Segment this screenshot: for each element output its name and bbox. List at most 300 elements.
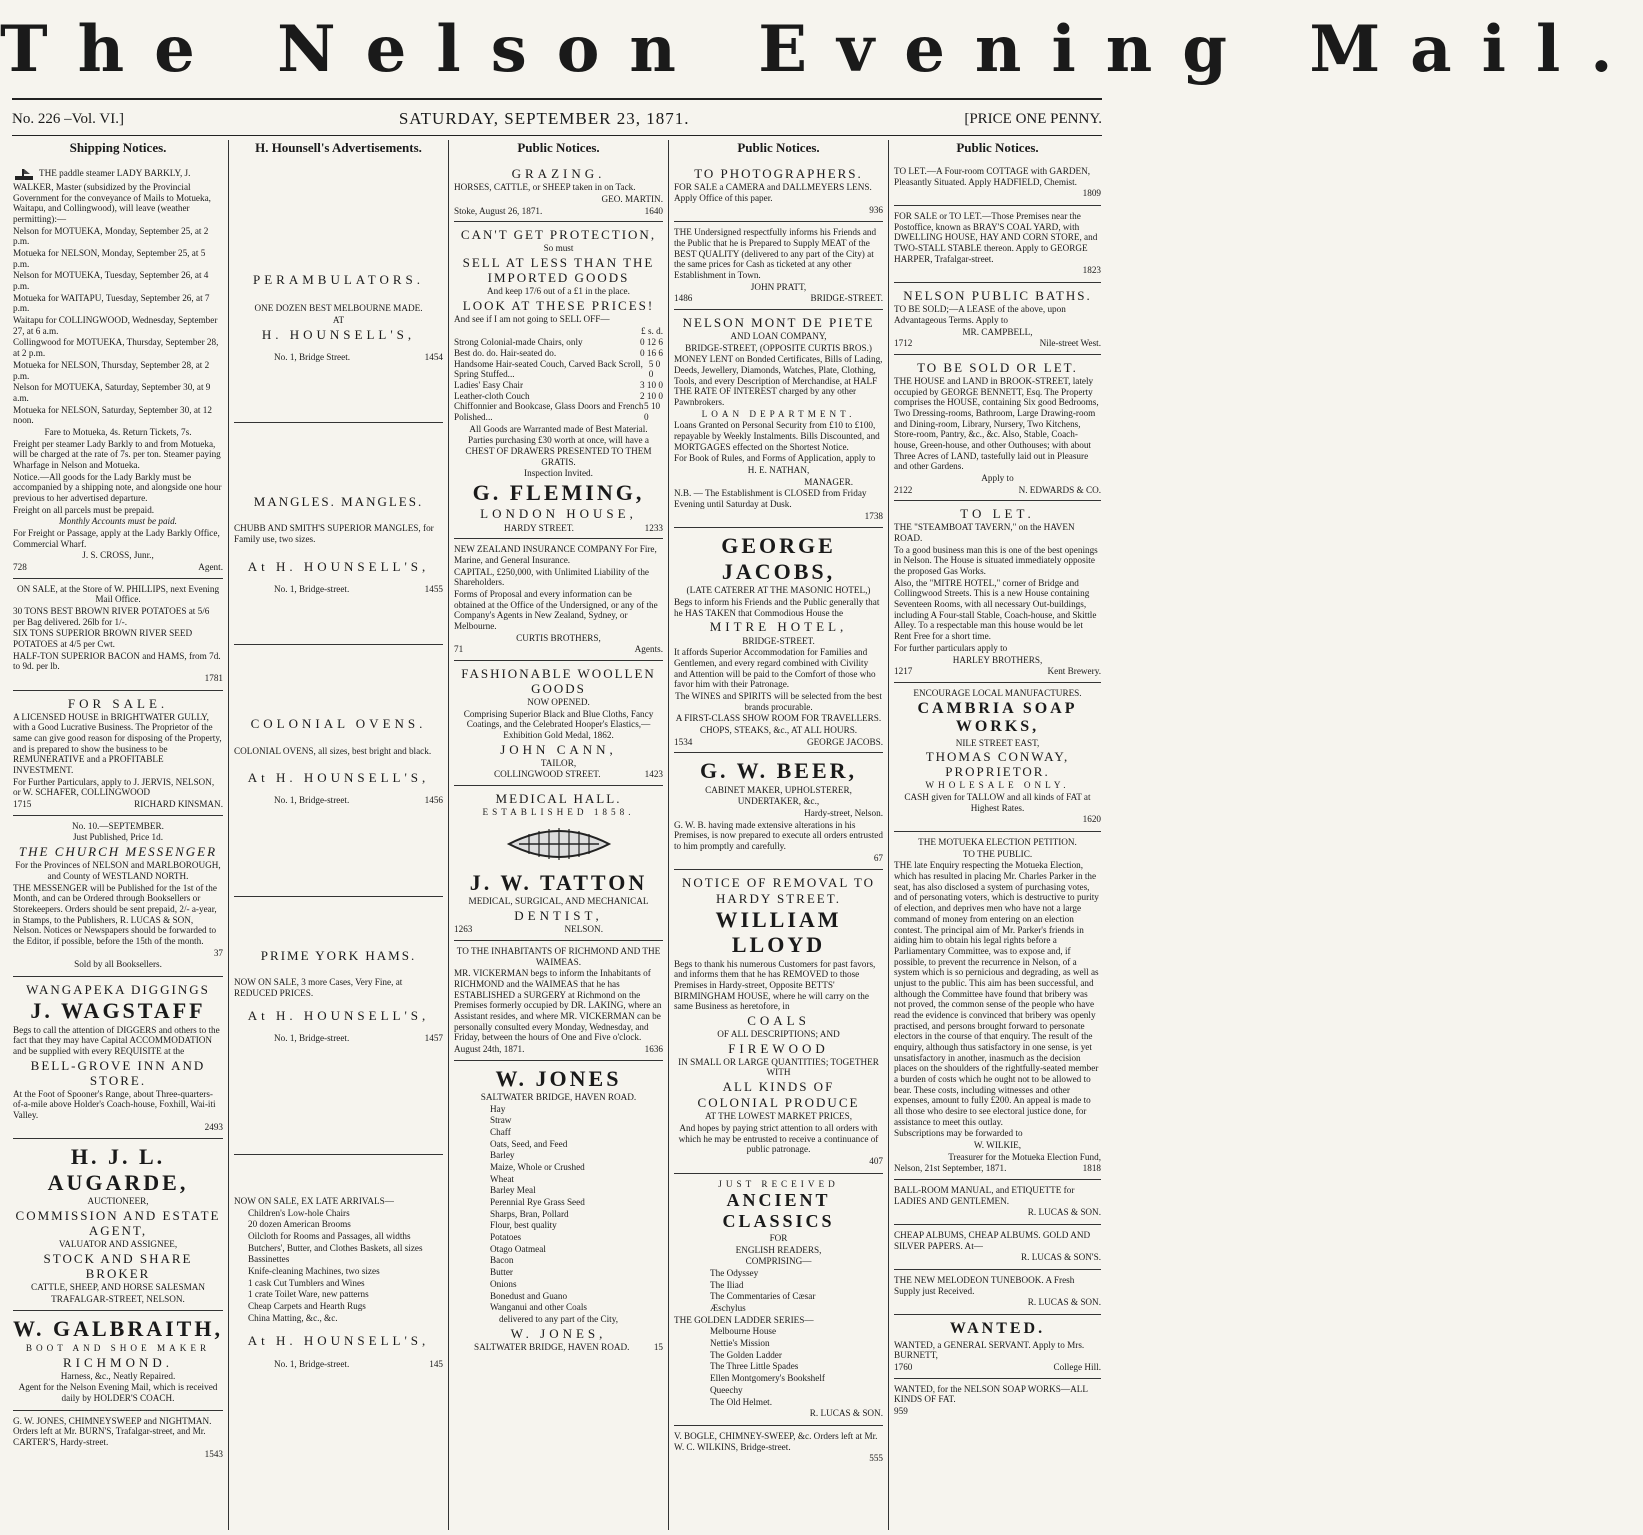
column-heading: Public Notices. <box>956 140 1039 155</box>
list-item: Otago Oatmeal <box>490 1243 546 1254</box>
monthly: Monthly Accounts must be paid. <box>59 516 177 527</box>
ad-sold-or-let <box>894 355 1101 501</box>
ad-number: 67 <box>873 852 883 863</box>
ad-nz-insurance <box>454 539 663 661</box>
sailing: Motueka for WAITAPU, Tuesday, September 26, at 7 p.m. <box>13 292 210 314</box>
address: BRIDGE-STREET. <box>742 635 815 646</box>
apply: For Freight or Passage, apply at the Lady Barkly Office, Commercial Wharf. <box>13 527 220 549</box>
ad-number: 936 <box>869 204 883 215</box>
title: MANAGER. <box>804 476 853 487</box>
column-public-notices-2 <box>668 140 888 1530</box>
ad-number: 37 <box>213 947 223 958</box>
sale-heading: ON SALE, at the Store of W. PHILLIPS, next Evening Mail Office. <box>16 583 220 605</box>
agent-name: J. S. CROSS, Junr., <box>82 550 154 561</box>
ad-election-petition <box>894 832 1101 1180</box>
ad-line: TAILOR, <box>540 757 577 768</box>
list-item: Maize, Whole or Crushed <box>490 1162 585 1173</box>
ad-text: For Further Particulars, apply to J. JERVIS, NELSON, or W. SCHAFER, COLLINGWOOD <box>13 776 215 798</box>
address: No. 1, Bridge-street. <box>274 1033 350 1044</box>
column-heading: Shipping Notices. <box>69 140 167 155</box>
ad-text: At the Foot of Spooner's Range, about Three-quarters-of-a-mile above Holder's Coach-house, Foxhill, Wai-iti Valley. <box>13 1088 216 1121</box>
ad-line: UNDERTAKER, &c., <box>737 796 820 807</box>
advertiser-name: GEORGE JACOBS, <box>721 533 836 584</box>
list-item: Chaff <box>490 1127 511 1138</box>
ad-line: Agent for the Nelson Evening Mail, which is received daily by HOLDER'S COACH. <box>18 1382 218 1403</box>
ad-heading: WANTED. <box>949 1320 1046 1337</box>
ad-medical-hall <box>454 786 663 941</box>
ad-line: COALS <box>747 1012 810 1028</box>
ad-number: 1760 <box>894 1361 913 1372</box>
ad-line: STOCK AND SHARE BROKER <box>43 1250 193 1281</box>
ad-text: For Book of Rules, and Forms of Application, apply to <box>674 453 876 464</box>
provinces: For the Provinces of NELSON and MARLBOROUGH, and County of WESTLAND NORTH. <box>15 860 221 881</box>
ad-perambulators <box>234 161 443 423</box>
ad-w-jones <box>454 1061 663 1358</box>
list-item: Children's Low-hole Chairs <box>248 1207 350 1218</box>
sailing: Nelson for MOTUEKA, Tuesday, September 26, at 4 p.m. <box>13 270 209 292</box>
ad-heading: TO THE INHABITANTS OF RICHMOND AND THE WAIMEAS. <box>456 945 661 967</box>
masthead <box>0 0 1643 100</box>
ad-heading: TO PHOTOGRAPHERS. <box>694 166 863 182</box>
price-value: 0 16 6 <box>640 347 663 358</box>
ad-number: 71 <box>454 644 464 655</box>
ad-beer <box>674 753 883 870</box>
ad-line: ENGLISH READERS, <box>735 1244 822 1255</box>
price-value: 0 12 6 <box>640 337 663 348</box>
currency-header: £ s. d. <box>641 325 663 336</box>
price-value: 2 10 0 <box>640 390 663 401</box>
ad-george-jacobs <box>674 528 883 753</box>
advertiser-name: W. GALBRAITH, <box>13 1316 223 1342</box>
ad-ovens <box>234 645 443 897</box>
list-item: 20 dozen American Brooms <box>248 1219 351 1230</box>
ad-line: ESTABLISHED 1858. <box>482 807 635 818</box>
address: COLLINGWOOD STREET. <box>494 769 601 780</box>
price-row <box>454 391 663 402</box>
list-item: Bacon <box>490 1255 514 1266</box>
address: SALTWATER BRIDGE, HAVEN ROAD. <box>480 1092 637 1103</box>
ad-number: 1217 <box>894 666 913 677</box>
advertiser-name: G. W. BEER, <box>699 758 858 784</box>
address: BRIDGE-STREET. <box>810 293 883 304</box>
advertiser-name: G. FLEMING, <box>472 479 645 505</box>
ad-number: 15 <box>653 1341 663 1352</box>
list-item: Wheat <box>490 1173 514 1184</box>
ad-number: 2122 <box>894 484 913 495</box>
ad-heading: NELSON MONT DE PIETE <box>682 314 875 330</box>
price-item: Handsome Hair-seated Couch, Carved Back Scroll, Spring Stuffed... <box>454 358 643 380</box>
ad-text: MONEY LENT on Bonded Certificates, Bills of Lading, Deeds, Jewellery, Diamonds, Watches, Plate, Clothing, Tools, and every Description of Merchandise, at HALF THE RATE OF INTEREST charged by any other Pawnbrokers. <box>674 354 883 407</box>
address: No. 1, Bridge-street. <box>274 583 350 594</box>
advertiser-name: ANCIENT CLASSICS <box>722 1190 835 1232</box>
ad-jones-sweep <box>13 1411 223 1466</box>
ad-line: Harness, &c., Neatly Repaired. <box>60 1370 176 1381</box>
signature: R. LUCAS & SON. <box>809 1408 883 1419</box>
list-item: China Matting, &c., &c. <box>248 1312 338 1323</box>
ad-line: BOOT AND SHOE MAKER <box>25 1342 211 1353</box>
ad-for-sale <box>13 691 223 816</box>
ad-line: delivered to any part of the City, <box>498 1313 619 1324</box>
ad-text: ONE DOZEN BEST MELBOURNE MADE. <box>254 303 423 314</box>
ad-heading: FASHIONABLE WOOLLEN GOODS <box>461 665 656 696</box>
shop-name: At H. HOUNSELL'S, <box>247 1333 430 1349</box>
ad-text: NOW ON SALE, 3 more Cases, Very Fine, at REDUCED PRICES. <box>234 977 403 998</box>
list-item: Onions <box>490 1278 517 1289</box>
publication-title: THE CHURCH MESSENGER <box>18 844 218 860</box>
ad-vickerman <box>454 941 663 1061</box>
list-item: 1 crate Toilet Ware, new patterns <box>248 1289 369 1300</box>
ad-mont-de-piete <box>674 310 883 529</box>
list-item: Oats, Seed, and Feed <box>490 1138 568 1149</box>
ad-text: THE late Enquiry respecting the Motueka Election, which has resulted in placing Mr. Charles Parker in the seat, has also disclosed a system of purchasing votes, and of personating voters, which is destructive to purity of election, and deprives men who have not a large command of money from entering on an election contest. The principal aim of Mr. Parker's friends in aiding him to obtain his legal rights before a Parliamentary Committee, was to expose and, if possible, to prevent the recurrence in Nelson, of a system which is so pernicious and degrading, as well as unjust to the public. This aim has been successful, and although the Committee have found that bribery was not proved, the common sense of the people who have read the evidence is convinced that bribery was openly practised, and persons brought forward to personate electors in the course of that enquiry. The result of the enquiry, although thus satisfactory in one sense, is yet unsatisfactory in another, inasmuch as the decision places on the shoulders of the rightfully-seated member a burden of costs which he ought not to be allowed to bear. These costs, including witnesses and other expenses, amount to fully £200. An appeal is made to all those who desire to see electoral justice done, for assistance to meet this outlay. <box>894 860 1099 1127</box>
list-item: Perennial Rye Grass Seed <box>490 1197 585 1208</box>
ad-line: SELL AT LESS THAN THE IMPORTED GOODS <box>462 254 655 285</box>
ad-heading: THE MOTUEKA ELECTION PETITION. <box>918 837 1077 848</box>
ad-line: All Goods are Warranted made of Best Material. <box>469 423 648 434</box>
shop-name: LONDON HOUSE, <box>480 506 637 522</box>
columns <box>8 140 1106 1530</box>
ad-heading: PERAMBULATORS. <box>253 272 424 288</box>
ad-text: HORSES, CATTLE, or SHEEP taken in on Tack. <box>454 182 636 193</box>
signature: RICHARD KINSMAN. <box>134 799 223 810</box>
agent-title: Agent. <box>198 561 223 572</box>
ad-number: 1781 <box>204 672 223 683</box>
ad-mangles <box>234 423 443 645</box>
ad-line: LOOK AT THESE PRICES! <box>462 297 655 313</box>
signature: R. LUCAS & SON. <box>1027 1297 1101 1308</box>
ad-number: 1534 <box>674 736 693 747</box>
date: August 24th, 1871. <box>454 1043 525 1054</box>
ad-line: WHOLESALE ONLY. <box>925 780 1070 791</box>
ad-number: 959 <box>894 1405 908 1416</box>
ad-wangapeka <box>13 977 223 1139</box>
column-heading: Public Notices. <box>517 140 600 155</box>
ad-number: 1620 <box>1082 814 1101 825</box>
ad-text: THE Undersigned respectfully informs his Friends and the Public that he is Prepared to Supply MEAT of the BEST QUALITY (delivered to any part of the City) at the same prices for Cash as ticketed at any other Establishment in Town. <box>674 227 877 280</box>
shop-name: At H. HOUNSELL'S, <box>247 770 430 786</box>
price-value: 3 10 0 <box>640 379 663 390</box>
address: SALTWATER BRIDGE, HAVEN ROAD. <box>474 1341 630 1352</box>
address: No. 1, Bridge Street. <box>274 351 351 362</box>
list-item: Barley <box>490 1150 515 1161</box>
ad-number: 1263 <box>454 924 473 935</box>
issue-date: SATURDAY, SEPTEMBER 23, 1871. <box>398 109 690 128</box>
sale-line: SIX TONS SUPERIOR BROWN RIVER SEED POTATOES at 4/5 per Cwt. <box>13 628 193 649</box>
ad-line: Apply to <box>981 473 1014 484</box>
ad-to-let <box>894 501 1101 682</box>
advertiser-name: H. J. L. AUGARDE, <box>47 1144 189 1195</box>
ad-heading: CAN'T GET PROTECTION, <box>460 227 657 243</box>
ad-church-messenger <box>13 816 223 977</box>
ad-line: Parties purchasing £30 worth at once, will have a CHEST OF DRAWERS PRESENTED TO THEM GRATIS. <box>465 435 652 467</box>
ad-text: G. W. JONES, CHIMNEYSWEEP and NIGHTMAN. Orders left at Mr. BURN'S, Trafalgar-street, and Mr. CARTER'S, Hardy-street. <box>13 1415 212 1448</box>
list-item: Nettie's Mission <box>710 1338 770 1349</box>
ad-text: FOR SALE or TO LET.—Those Premises near the Postoffice, known as BRAY'S COAL YARD, with DWELLING HOUSE, HAY AND CORN STORE, and TWO-STALL STABLE thereon. Apply to GEORGE HARPER, Trafalgar-street. <box>894 211 1098 264</box>
advertiser-name: CAMBRIA SOAP WORKS, <box>917 699 1078 736</box>
advertiser-name: W. JONES, <box>510 1325 607 1341</box>
address: No. 1, Bridge-street. <box>274 795 350 806</box>
shop-name: At H. HOUNSELL'S, <box>247 558 430 574</box>
list-item: The Iliad <box>710 1279 744 1290</box>
ad-text: To a good business man this is one of the best openings in Nelson. The House is situated immediately opposite the proposed Gas Works. <box>894 544 1098 577</box>
signature: GEO. MARTIN. <box>601 193 663 204</box>
price-row <box>454 348 663 359</box>
price-item: Leather-cloth Couch <box>454 390 530 401</box>
ad-heading: NOTICE OF REMOVAL TO HARDY STREET. <box>681 875 875 906</box>
ad-late-arrivals <box>234 1155 443 1374</box>
list-item: Ellen Montgomery's Bookshelf <box>710 1373 825 1384</box>
ad-line: (LATE CATERER AT THE MASONIC HOTEL,) <box>686 585 871 596</box>
ad-text: Also, the "MITRE HOTEL," corner of Bridge and Collingwood Streets. This is a new House containing Seventeen Rooms, with all necessary Out-buildings, including A Four-stall Stable, Coach-house, and Skittle Alley. To a respectable man this house would be let Rent Free for a short time. <box>894 577 1097 642</box>
ad-text: For further particulars apply to <box>894 642 1008 653</box>
list-item: Flour, best quality <box>490 1220 557 1231</box>
sailing: Motueka for NELSON, Thursday, September 28, at 2 p.m. <box>13 359 210 381</box>
column-shipping <box>8 140 228 1530</box>
ad-heading: COLONIAL OVENS. <box>250 716 427 732</box>
column-heading: Public Notices. <box>737 140 820 155</box>
signature: R. LUCAS & SON'S. <box>1020 1252 1101 1263</box>
sailing: Motueka for NELSON, Saturday, September 30, at 12 noon. <box>13 404 212 426</box>
address: No. 1, Bridge-street. <box>274 1358 350 1369</box>
steamer-icon <box>13 166 35 182</box>
ad-woollen-goods <box>454 661 663 786</box>
issue-price: [PRICE ONE PENNY. <box>964 110 1102 127</box>
list-item: Butchers', Butter, and Clothes Baskets, all sizes <box>248 1242 423 1253</box>
ad-line: AT THE LOWEST MARKET PRICES, <box>704 1111 853 1122</box>
list-item: Æschylus <box>710 1303 746 1314</box>
ad-text: It affords Superior Accommodation for Families and Gentlemen, and every regard combined with Civility and Attention will be paid to the Comfort of those who favor him with their Patronage. <box>674 647 876 690</box>
signature: HARLEY BROTHERS, <box>952 654 1043 665</box>
ad-line: COLONIAL PRODUCE <box>697 1095 860 1111</box>
ad-text: Loans Granted on Personal Security from £10 to £100, repayable by Weekly Instalments. Bills Discounted, and MORTGAGES effected on the Shortest Notice. <box>674 420 880 452</box>
list-item: The Old Helmet. <box>710 1396 772 1407</box>
advertiser-name: J. W. TATTON <box>469 869 648 895</box>
ad-baths <box>894 283 1101 355</box>
ad-text: THE "STEAMBOAT TAVERN," on the HAVEN ROAD. <box>894 522 1075 544</box>
address: Kent Brewery. <box>1047 666 1101 677</box>
ad-number: 1712 <box>894 338 913 349</box>
list-item: Melbourne House <box>710 1326 777 1337</box>
ad-lucas-melodeon <box>894 1270 1101 1315</box>
ad-photographers <box>674 161 883 222</box>
ad-line: COMMISSION AND ESTATE AGENT, <box>15 1208 221 1239</box>
ad-heading: LOAN DEPARTMENT. <box>701 408 856 419</box>
ad-soap-works <box>894 683 1101 832</box>
sailing: Nelson for MOTUEKA, Saturday, September 30, at 9 a.m. <box>13 382 211 403</box>
ad-text: Subscriptions may be forwarded to <box>894 1128 1023 1139</box>
notice: Notice.—All goods for the Lady Barkly must be accompanied by a shipping note, and alongside one hour previous to her advertised departure. <box>13 471 222 503</box>
freight: Freight per steamer Lady Barkly to and from Motueka, will be charged at the rate of 7s. per ton. Steamer paying Wharfage in Nelson and Motueka. <box>13 438 221 470</box>
ad-text: Begs to call the attention of DIGGERS and others to the fact that they may have Capital ACCOMMODATION and be supplied with every REQUISITE at the <box>13 1024 220 1056</box>
sale-line: HALF-TON SUPERIOR BACON and HAMS, from 7d. to 9d. per lb. <box>13 650 221 672</box>
signature: W. WILKIE, <box>973 1139 1022 1150</box>
ad-classics <box>674 1174 883 1426</box>
ad-cottage <box>894 161 1101 206</box>
signature: R. LUCAS & SON. <box>1027 1207 1101 1218</box>
ad-line: CATTLE, SHEEP, AND HORSE SALESMAN <box>30 1282 206 1293</box>
ad-heading: WANGAPEKA DIGGINGS <box>26 981 210 997</box>
signature: JOHN PRATT, <box>750 281 807 292</box>
fare: Fare to Motueka, 4s. Return Tickets, 7s. <box>44 426 192 437</box>
ad-line: A FIRST-CLASS SHOW ROOM FOR TRAVELLERS. <box>675 713 882 724</box>
ad-heading: NELSON PUBLIC BATHS. <box>903 288 1092 304</box>
ad-pratt <box>674 222 883 310</box>
ad-text: TO BE SOLD;—A LEASE of the above, upon Advantageous Terms. Apply to <box>894 304 1066 325</box>
ad-line: COMPRISING— <box>745 1256 812 1267</box>
list-item: Straw <box>490 1115 512 1126</box>
signature: H. E. NATHAN, <box>747 465 810 476</box>
ad-heading: JUST RECEIVED <box>718 1178 839 1189</box>
dateline <box>12 104 1102 134</box>
sailing: Nelson for MOTUEKA, Monday, September 25, at 2 p.m. <box>13 225 209 247</box>
ad-augarde <box>13 1139 223 1311</box>
ad-heading: ENCOURAGE LOCAL MANUFACTURES. <box>913 687 1082 698</box>
ad-line: RICHMOND. <box>62 1354 174 1370</box>
ad-line: AUCTIONEER, <box>87 1196 149 1207</box>
ad-number: 1457 <box>424 1033 443 1044</box>
column-public-notices-3 <box>888 140 1106 1530</box>
ad-line: THE GOLDEN LADDER SERIES— <box>674 1314 814 1325</box>
ad-text: Comprising Superior Black and Blue Cloths, Fancy Coatings, and the Celebrated Hooper's Elastics,—Exhibition Gold Medal, 1862. <box>463 708 654 741</box>
ad-text: THE paddle steamer LADY BARKLY, J. WALKER, Master (subsidized by the Provincial Government for the conveyance of Mails to Motueka, Waitapu, and Collingwood), will leave (weather permitting):— <box>13 168 211 225</box>
prepaid: Freight on all parcels must be prepaid. <box>13 504 155 515</box>
signature: MR. CAMPBELL, <box>962 326 1033 337</box>
advertiser-name: W. JONES <box>495 1065 622 1091</box>
column-hounsell <box>228 140 448 1530</box>
ad-line: MEDICAL, SURGICAL, AND MECHANICAL <box>468 896 649 907</box>
price-item: Best do. do. Hair-seated do. <box>454 347 557 358</box>
ad-line: Inspection Invited. <box>524 468 593 479</box>
price-row <box>454 401 663 422</box>
price-item: Chiffonnier and Bookcase, Glass Doors and French Polished... <box>454 401 644 422</box>
ad-text: COLONIAL OVENS, all sizes, best bright and black. <box>234 745 432 756</box>
price-item: Ladies' Easy Chair <box>454 379 524 390</box>
list-item: Bassinettes <box>248 1254 290 1265</box>
ad-text: MR. VICKERMAN begs to inform the Inhabitants of RICHMOND and the WAIMEAS that he has ESTABLISHED a SURGERY at Richmond on the Premises formerly occupied by DR. LAKING, where an Assistant resides, and where MR. VICKERMAN can be personally consulted every Monday, Wednesday, and Friday, between the hours of One and Five o'clock. <box>454 968 662 1043</box>
ad-heading: FOR SALE. <box>67 695 169 711</box>
hotel-name: MITRE HOTEL, <box>709 619 848 635</box>
ad-number: 1423 <box>644 769 663 780</box>
ad-lloyd <box>674 870 883 1173</box>
ad-lady-barkly <box>13 161 223 579</box>
column-heading: H. Hounsell's Advertisements. <box>255 140 422 155</box>
ad-number: 555 <box>869 1453 883 1464</box>
ad-text: CAPITAL, £250,000, with Unlimited Liability of the Shareholders. <box>454 566 649 588</box>
ad-line: Treasurer for the Motueka Election Fund, <box>948 1151 1101 1162</box>
list-item: 1 cask Cut Tumblers and Wines <box>248 1277 365 1288</box>
ad-number: 1640 <box>644 205 663 216</box>
date: Stoke, August 26, 1871. <box>454 205 543 216</box>
ad-line: TRAFALGAR-STREET, NELSON. <box>51 1293 185 1304</box>
list-item: Butter <box>490 1267 513 1278</box>
price-item: Strong Colonial-made Chairs, only <box>454 337 583 348</box>
address: College Hill. <box>1053 1361 1101 1372</box>
price-row <box>454 359 663 380</box>
ad-text: THE MESSENGER will be Published for the 1st of the Month, and can be Ordered through Booksellers or Storekeepers. Orders should be sent prepaid, 2/- a-year, in Stamps, to the Publishers, R. LUCAS & SON, Nelson. Notices or Newspapers should be forwarded to the Editor, if possible, before the 15th of the month. <box>13 882 217 946</box>
dateline-rule <box>12 135 1102 136</box>
ad-number: 728 <box>13 561 27 572</box>
ad-grazing <box>454 161 663 222</box>
address: HARDY STREET. <box>504 522 574 533</box>
issue-line: No. 10.—SEPTEMBER. <box>72 820 164 831</box>
sold-line: Sold by all Booksellers. <box>74 959 162 970</box>
list-item: Queechy <box>710 1384 743 1395</box>
ad-line: NELSON. <box>564 924 603 935</box>
ad-line: And see if I am not going to SELL OFF— <box>454 313 610 324</box>
address: Hardy-street, Nelson. <box>804 808 883 819</box>
ad-text: WANTED, a GENERAL SERVANT. Apply to Mrs. BURNETT, <box>894 1339 1085 1361</box>
ad-text: N.B. — The Establishment is CLOSED from Friday Evening until Saturday at Dusk. <box>674 488 867 510</box>
ad-text: AT <box>332 314 345 325</box>
ad-number: 1233 <box>644 522 663 533</box>
advertiser-name: J. WAGSTAFF <box>30 997 206 1023</box>
shop-name: H. HOUNSELL'S, <box>261 326 416 342</box>
price-value: 5 0 0 <box>648 358 661 380</box>
ad-text: Forms of Proposal and every information can be obtained at the Office of the Undersigned, or any of the Company's Agents in New Zealand, Sydney, or Melbourne. <box>454 588 658 631</box>
ad-heading: GRAZING. <box>511 166 606 182</box>
ad-text: A LICENSED HOUSE in BRIGHTWATER GULLY, with a Good Lucrative Business. The Proprietor of the same can give good reason for disposing of the Property, and is prepared to show the business to be REMUNERATIVE and a PROFITABLE INVESTMENT. <box>13 711 222 776</box>
ad-york-hams <box>234 897 443 1155</box>
ad-heading: TO BE SOLD OR LET. <box>917 359 1078 375</box>
ad-number: 1543 <box>204 1448 223 1459</box>
ad-line: THOMAS CONWAY, PROPRIETOR. <box>925 749 1070 780</box>
ad-line: CASH given for TALLOW and all kinds of FAT at Highest Rates. <box>904 792 1091 813</box>
sailing: Waitapu for COLLINGWOOD, Wednesday, September 27, at 6 a.m. <box>13 315 218 336</box>
list-item: Barley Meal <box>490 1185 536 1196</box>
ad-heading: PRIME YORK HAMS. <box>260 947 417 963</box>
ad-number: 1738 <box>864 510 883 521</box>
ad-lucas-albums <box>894 1225 1101 1270</box>
list-item: The Golden Ladder <box>710 1349 782 1360</box>
ad-number: 1486 <box>674 293 693 304</box>
ad-heading: NOW ON SALE, EX LATE ARRIVALS— <box>234 1196 394 1207</box>
advertiser-name: JOHN CANN, <box>500 741 617 757</box>
column-public-notices-1 <box>448 140 668 1530</box>
ad-line: The WINES and SPIRITS will be selected from the best brands procurable. <box>675 690 882 712</box>
ad-coal-yard <box>894 206 1101 283</box>
sailing: Motueka for NELSON, Monday, September 25, at 5 p.m. <box>13 248 206 269</box>
ad-line: NOW OPENED. <box>527 697 590 708</box>
list-item: Knife-cleaning Machines, two sizes <box>248 1266 380 1277</box>
ad-text: FOR SALE a CAMERA and DALLMEYERS LENS. Apply Office of this paper. <box>674 182 872 203</box>
sale-line: 30 TONS BEST BROWN RIVER POTATOES at 5/6 per Bag delivered. 26lb for 1/-. <box>13 605 210 627</box>
ad-line: DENTIST, <box>514 908 603 924</box>
ad-text: WANTED, for the NELSON SOAP WORKS—ALL KINDS OF FAT. <box>894 1383 1088 1405</box>
list-item: Potatoes <box>490 1232 522 1243</box>
ad-number: 2493 <box>204 1121 223 1132</box>
ad-line: ALL KINDS OF <box>722 1079 835 1095</box>
list-item: The Three Little Spades <box>710 1361 799 1372</box>
ad-line: IN SMALL OR LARGE QUANTITIES; TOGETHER WITH <box>678 1056 879 1078</box>
ad-number: 1818 <box>1082 1163 1101 1174</box>
ad-line: FOR <box>769 1233 788 1244</box>
ad-line: And keep 17/6 out of a £1 in the place. <box>487 286 630 297</box>
signature: N. EDWARDS & CO. <box>1018 484 1101 495</box>
ad-galbraith <box>13 1311 223 1410</box>
ad-text: THE HOUSE and LAND in BROOK-STREET, lately occupied by GEORGE BENNETT, Esq. The Property comprises the HOUSE, containing Six good Bedrooms, Two Dressing-rooms, Bathroom, Large Drawing-room and Dining-room, Library, Nursery, Two Kitchens, Store-room, Pantry, &c., &c. Also, Stable, Coach-house, Green-house, and other Outhouses; with about Three Acres of LAND, tastefully laid out in Pleasure and other Gardens. <box>894 375 1099 472</box>
address: Nile-street West. <box>1039 338 1101 349</box>
list-item: Wanganui and other Coals <box>490 1302 587 1313</box>
list-item: Bonedust and Guano <box>490 1290 568 1301</box>
ad-line: FIREWOOD <box>728 1040 829 1056</box>
ad-number: 1456 <box>424 795 443 806</box>
price-row <box>454 337 663 348</box>
signature: CURTIS BROTHERS, <box>516 632 601 643</box>
list-item: The Commentaries of Cæsar <box>710 1291 816 1302</box>
ad-line: TO THE PUBLIC. <box>962 848 1033 859</box>
ad-text: CHEAP ALBUMS, CHEAP ALBUMS. GOLD AND SILVER PAPERS. At— <box>894 1229 1091 1251</box>
ad-heading: MANGLES. MANGLES. <box>253 494 424 510</box>
